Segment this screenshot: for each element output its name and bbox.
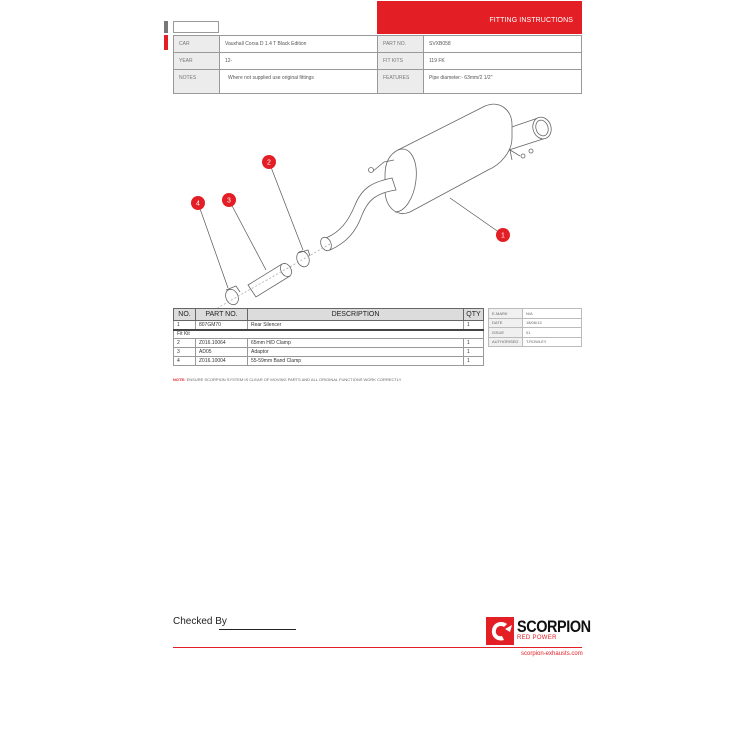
safety-note [173,377,401,382]
info-label: NOTES [174,70,220,94]
cell-desc: Rear Silencer [248,321,464,330]
cell-desc: 65mm H/D Clamp [248,339,464,348]
meta-value: T.ROWLEY [523,337,582,347]
meta-label: ISSUE [489,328,523,338]
rear-silencer [385,104,512,213]
exhaust-exploded-diagram [150,95,590,310]
scorpion-logo-icon [486,617,516,647]
fit-kit-label: Fit Kit [174,330,484,339]
col-header-qty: QTY [464,309,484,321]
info-row [174,36,582,53]
parts-table [173,308,484,366]
svg-text:2: 2 [267,159,271,167]
callout-1 [496,228,510,242]
inlet-pipe [326,178,396,250]
brand-wordmark: SCORPION [517,617,591,636]
meta-label: AUTHORISED [489,337,523,347]
website-link[interactable]: scorpion-exhausts.com [521,651,583,657]
note-label: NOTE: [173,377,186,382]
cell-qty: 1 [464,348,484,357]
cell-no: 1 [174,321,196,330]
info-value: Where not supplied use original fittings [220,70,378,94]
info-value: 119 FK [424,53,582,70]
meta-value: 18/06/13 [523,318,582,328]
col-header-no: NO. [174,309,196,321]
band-clamp [223,287,241,307]
svg-text:1: 1 [501,232,505,240]
meta-row [489,337,582,347]
blank-header-box [173,21,219,33]
meta-row [489,318,582,328]
fitting-instructions-banner: FITTING INSTRUCTIONS [377,1,582,34]
info-row [174,70,582,94]
note-text: ENSURE SCORPION SYSTEM IS CLEAR OF MOVING PARTS AND ALL ORIGINAL FUNCTIONS WORK CORRECTLY [186,377,402,382]
table-row [174,339,484,348]
meta-value: 01 [523,328,582,338]
info-label: FEATURES [378,70,424,94]
approval-table [488,308,582,347]
info-value: 12- [220,53,378,70]
meta-label: E-MARK [489,309,523,319]
meta-row [489,309,582,319]
cell-qty: 1 [464,321,484,330]
tab-marker-grey [164,21,168,33]
info-label: PART NO. [378,36,424,53]
cell-no: 4 [174,357,196,366]
vehicle-info-table [173,35,582,94]
info-value: Pipe diameter:- 63mm/2 1/2" [424,70,582,94]
cell-desc: Adaptor [248,348,464,357]
info-label: CAR [174,36,220,53]
checked-by-label: Checked By [173,616,227,627]
fit-kit-row [174,330,484,339]
cell-part: Z016.10064 [196,339,248,348]
info-label: YEAR [174,53,220,70]
info-label: FIT KITS [378,53,424,70]
cell-desc: 55-59mm Band Clamp [248,357,464,366]
table-row [174,321,484,330]
tab-marker-red [164,35,168,50]
meta-value: N/A [523,309,582,319]
callout-4 [191,196,205,210]
svg-text:4: 4 [196,200,200,208]
svg-text:3: 3 [227,197,231,205]
parts-header-row [174,309,484,321]
cell-no: 2 [174,339,196,348]
meta-label: DATE [489,318,523,328]
cell-no: 3 [174,348,196,357]
meta-row [489,328,582,338]
brand-subtitle: RED POWER [517,635,557,641]
cell-qty: 1 [464,339,484,348]
col-header-description: DESCRIPTION [248,309,464,321]
footer-divider [173,647,582,648]
info-value: Vauxhall Corsa D 1.4 T Black Edition [220,36,378,53]
cell-qty: 1 [464,357,484,366]
col-header-part: PART NO. [196,309,248,321]
cell-part: AD05 [196,348,248,357]
info-row [174,53,582,70]
signature-line [219,629,296,630]
cell-part: Z016.10004 [196,357,248,366]
cell-part: 807GM70 [196,321,248,330]
table-row [174,357,484,366]
callout-3 [222,193,236,207]
info-value: SVXB058 [424,36,582,53]
callout-2 [262,155,276,169]
table-row [174,348,484,357]
